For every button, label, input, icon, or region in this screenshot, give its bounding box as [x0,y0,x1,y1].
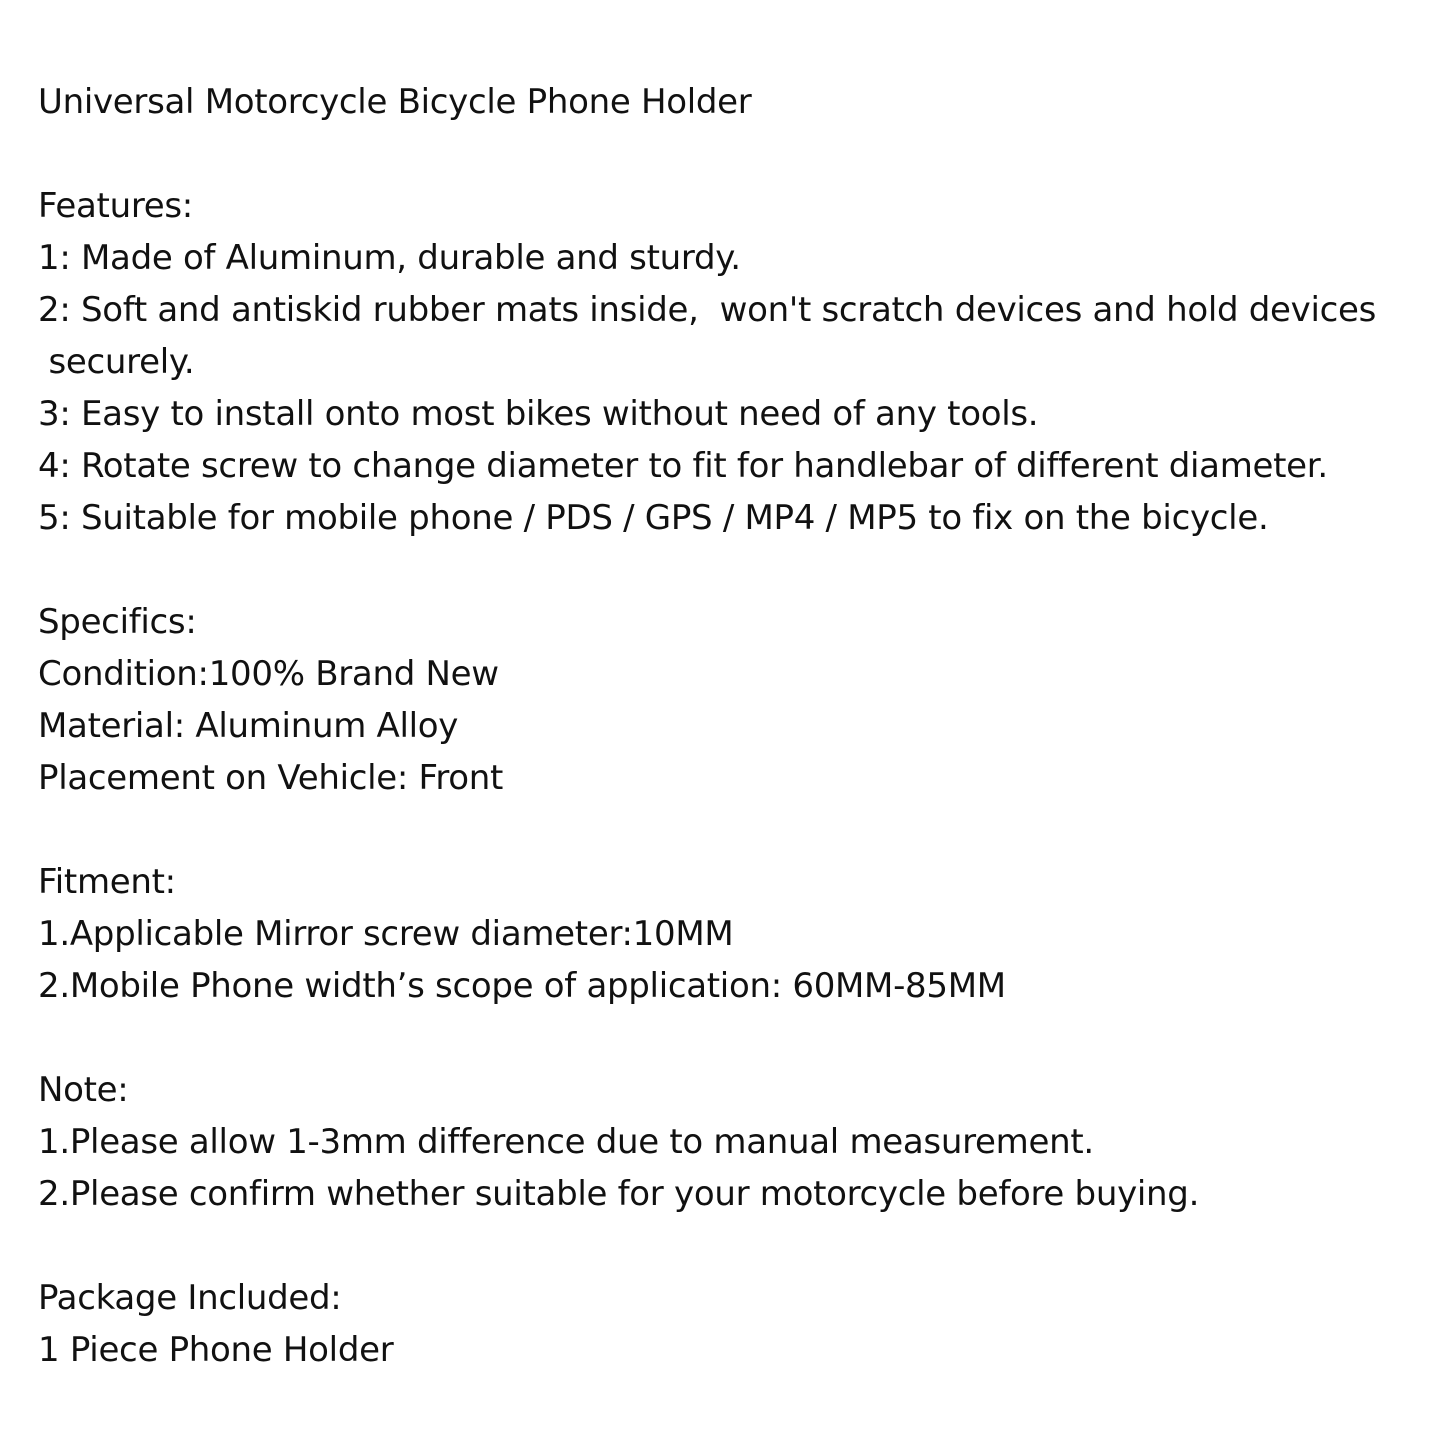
specifics-item: Condition:100% Brand New [38,654,499,694]
feature-item: 2: Soft and antiskid rubber mats inside, won't scratch devices and hold devices [38,290,1377,330]
feature-item: 5: Suitable for mobile phone / PDS / GPS / MP4 / MP5 to fix on the bicycle. [38,498,1269,538]
feature-item: 3: Easy to install onto most bikes without need of any tools. [38,394,1039,434]
specifics-heading: Specifics: [38,602,197,642]
note-item: 1.Please allow 1-3mm difference due to manual measurement. [38,1122,1094,1162]
product-title: Universal Motorcycle Bicycle Phone Holder [38,82,752,122]
spacer [38,544,1428,596]
fitment-item: 1.Applicable Mirror screw diameter:10MM [38,914,734,954]
spacer [38,1220,1428,1272]
feature-item: 1: Made of Aluminum, durable and sturdy. [38,238,741,278]
feature-item-continuation: securely. [38,342,195,382]
product-description [38,76,1428,1376]
spacer [38,1012,1428,1064]
package-item: 1 Piece Phone Holder [38,1330,394,1370]
note-heading: Note: [38,1070,129,1110]
note-item: 2.Please confirm whether suitable for your motorcycle before buying. [38,1174,1200,1214]
specifics-item: Material: Aluminum Alloy [38,706,459,746]
fitment-heading: Fitment: [38,862,176,902]
package-heading: Package Included: [38,1278,342,1318]
spacer [38,128,1428,180]
feature-item: 4: Rotate screw to change diameter to fit for handlebar of different diameter. [38,446,1328,486]
features-heading: Features: [38,186,193,226]
spacer [38,804,1428,856]
fitment-item: 2.Mobile Phone width’s scope of application: 60MM-85MM [38,966,1006,1006]
specifics-item: Placement on Vehicle: Front [38,758,504,798]
